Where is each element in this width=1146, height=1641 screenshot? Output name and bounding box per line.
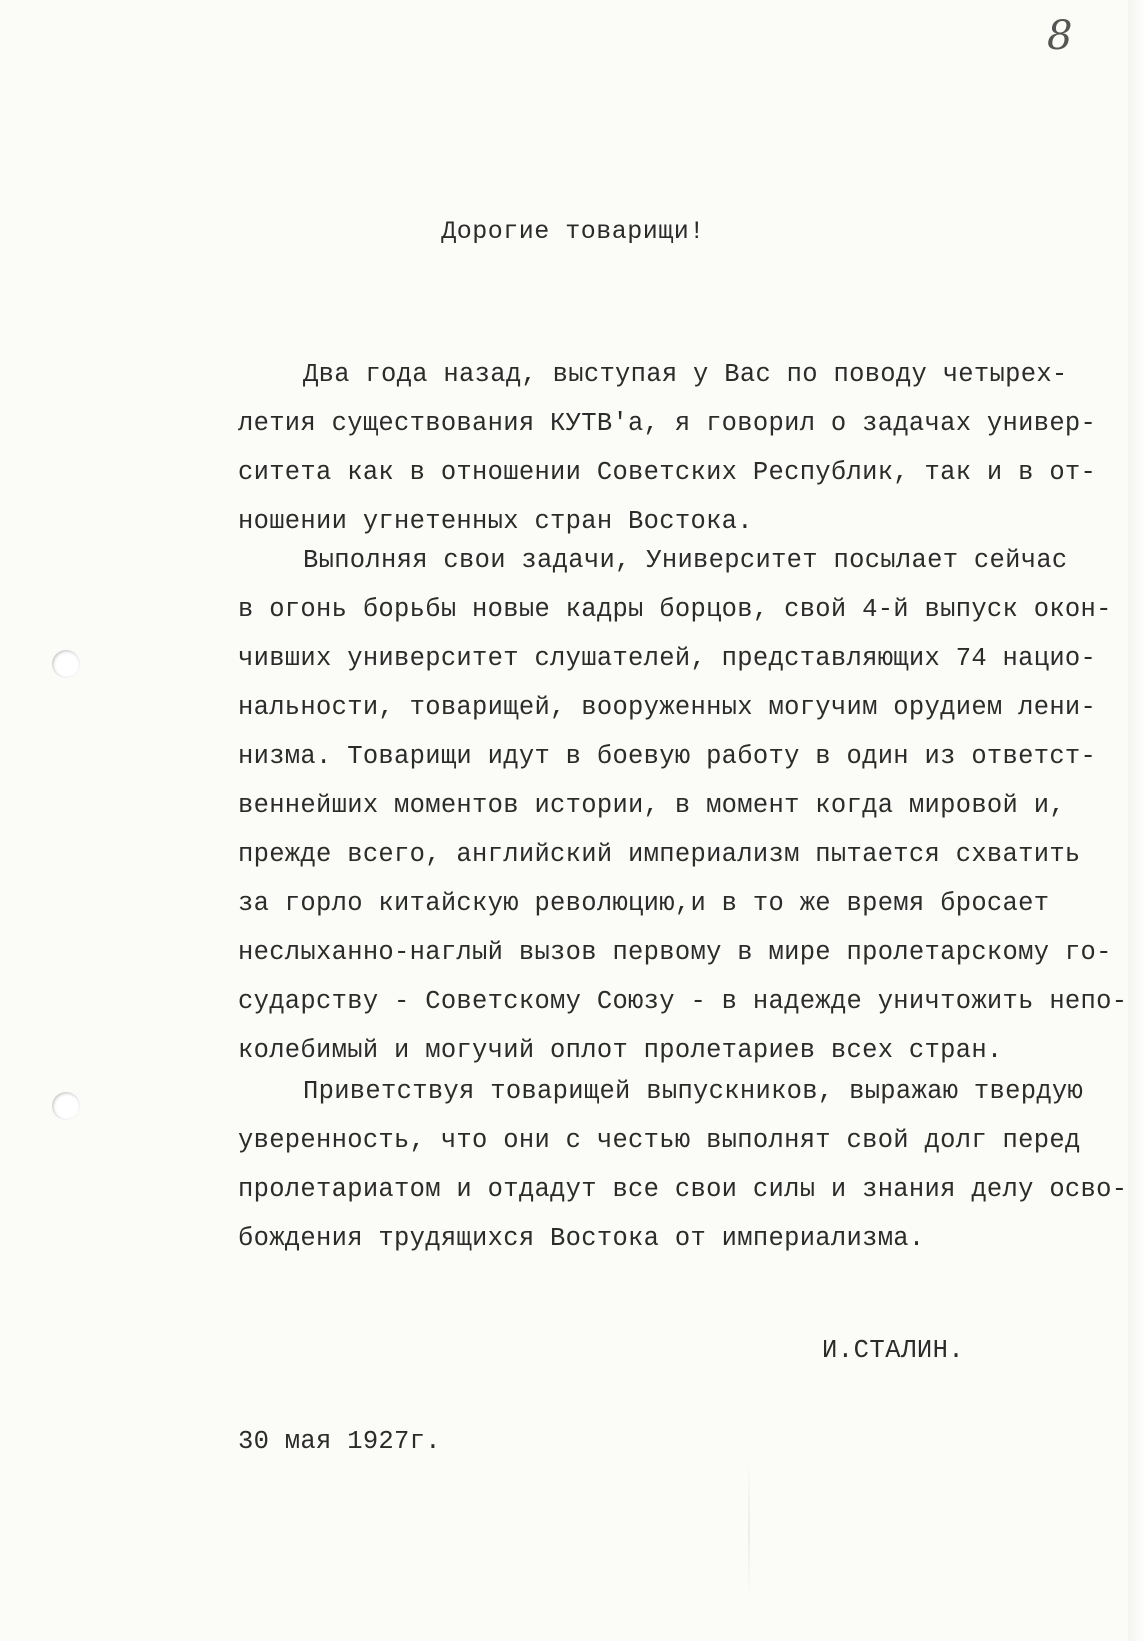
paragraph-2-line: чивших университет слушателей, представляющих 74 нацио-: [238, 644, 1097, 673]
paragraph-3-line: пролетариатом и отдадут все свои силы и знания делу осво-: [238, 1175, 1128, 1204]
document-date: 30 мая 1927г.: [238, 1427, 441, 1456]
paragraph-3-line: Приветствуя товарищей выпускников, выражаю твердую: [303, 1077, 1084, 1106]
paragraph-2-line: за горло китайскую революцию,и в то же время бросает: [238, 889, 1050, 918]
paragraph-3-line: бождения трудящихся Востока от империализма.: [238, 1224, 925, 1253]
paragraph-2-line: низма. Товарищи идут в боевую работу в один из ответст-: [238, 742, 1097, 771]
paragraph-2-line: веннейших моментов истории, в момент когда мировой и,: [238, 791, 1065, 820]
paragraph-2-line: колебимый и могучий оплот пролетариев всех стран.: [238, 1036, 1003, 1065]
paragraph-2-line: нальности, товарищей, вооруженных могучим орудием лени-: [238, 693, 1097, 722]
paragraph-2-line: в огонь борьбы новые кадры борцов, свой 4-й выпуск окон-: [238, 595, 1112, 624]
paragraph-1-line: Два года назад, выступая у Вас по поводу четырех-: [303, 360, 1068, 389]
punch-hole-top: [52, 650, 80, 678]
signature: И.СТАЛИН.: [822, 1336, 965, 1365]
punch-hole-bottom: [52, 1092, 80, 1120]
paragraph-1-line: ситета как в отношении Советских Республик, так и в от-: [238, 458, 1097, 487]
page-number: 8: [1047, 13, 1073, 59]
paragraph-2-line: прежде всего, английский империализм пытается схватить: [238, 840, 1081, 869]
paragraph-1-line: летия существования КУТВ'а, я говорил о задачах универ-: [238, 409, 1097, 438]
paragraph-2-line: неслыханно-наглый вызов первому в мире пролетарскому го-: [238, 938, 1112, 967]
paragraph-3-line: уверенность, что они с честью выполнят свой долг перед: [238, 1126, 1081, 1155]
paragraph-1-line: ношении угнетенных стран Востока.: [238, 507, 753, 536]
paragraph-2-line: Выполняя свои задачи, Университет посылает сейчас: [303, 546, 1068, 575]
paragraph-2-line: сударству - Советскому Союзу - в надежде уничтожить непо-: [238, 987, 1128, 1016]
page-edge: [1128, 0, 1146, 1641]
paper-fold-mark: [748, 1460, 750, 1600]
salutation: Дорогие товарищи!: [441, 217, 705, 246]
